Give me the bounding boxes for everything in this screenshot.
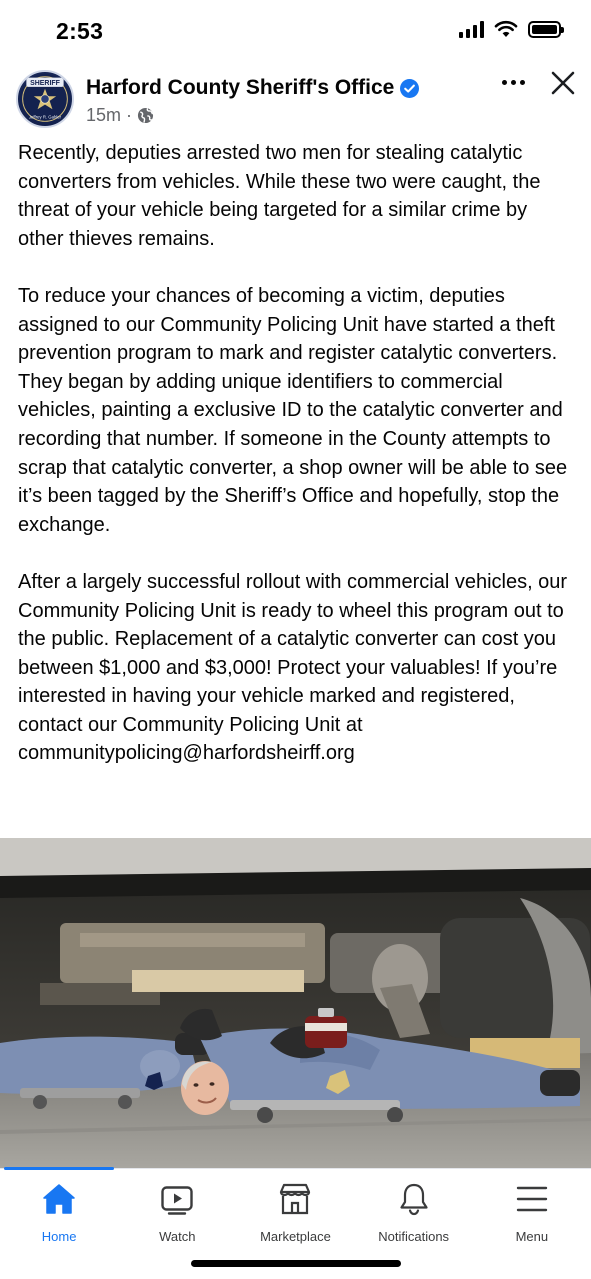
marketplace-icon xyxy=(277,1181,313,1217)
tab-label: Menu xyxy=(515,1229,549,1244)
post-paragraph: After a largely successful rollout with commercial vehicles, our Community Policing Unit is ready to wheel this program out to the public. Replacement of a catalytic converter can cost you between $1,000 and $3,000! Protect your valuables! If you’re interested in having your vehicle marked and registered, contact our Community Policing Unit at communitypolicing@harfordsheirff.org xyxy=(18,570,568,765)
deputies-under-vehicle-image xyxy=(0,838,591,1168)
battery-icon xyxy=(528,21,561,38)
menu-icon xyxy=(514,1181,550,1217)
post-paragraph: Recently, deputies arrested two men for stealing catalytic converters from vehicles. While these two were caught, the threat of your vehicle being targeted for a similar crime by other thieves remains. xyxy=(18,142,541,250)
watch-icon xyxy=(159,1181,195,1217)
tab-home[interactable] xyxy=(0,1181,118,1244)
post-paragraph: To reduce your chances of becoming a victim, deputies assigned to our Community Policing Unit have started a theft prevention program to mark and register catalytic converters. They began by adding unique identifiers to commercial vehicles, painting a exclusive ID to the catalytic converter and recording that number. If someone in the County attempts to scrap that catalytic converter, a shop owner will be able to see it’s been tagged by the Sheriff’s Office and hopefully, stop the exchange. xyxy=(18,284,568,536)
tab-menu[interactable] xyxy=(473,1181,591,1244)
tab-marketplace[interactable] xyxy=(236,1181,354,1244)
tab-label: Notifications xyxy=(378,1229,450,1244)
sheriff-badge-icon xyxy=(18,72,72,126)
avatar-ring-text: Jeffrey R. Gahler xyxy=(28,114,62,120)
avatar-badge-text: SHERIFF xyxy=(30,80,60,88)
page-name-row xyxy=(86,76,419,100)
cellular-signal-icon xyxy=(459,20,484,38)
globe-icon xyxy=(137,107,154,124)
home-indicator[interactable] xyxy=(191,1260,401,1267)
tab-label: Home xyxy=(41,1229,77,1244)
status-icons xyxy=(459,20,561,38)
tab-label: Marketplace xyxy=(260,1229,331,1244)
tab-watch[interactable] xyxy=(118,1181,236,1244)
more-dot-icon xyxy=(511,80,516,85)
bell-icon xyxy=(396,1181,432,1217)
post-timestamp[interactable]: 15m xyxy=(86,105,122,125)
close-icon[interactable] xyxy=(548,68,578,98)
more-dot-icon xyxy=(520,80,525,85)
page-name[interactable]: Harford County Sheriff's Office xyxy=(86,76,395,99)
tabs xyxy=(0,1181,591,1244)
more-dot-icon xyxy=(502,80,507,85)
post-meta xyxy=(86,105,154,126)
post-body xyxy=(18,139,578,768)
status-bar xyxy=(0,0,591,62)
active-tab-indicator xyxy=(4,1167,114,1170)
meta-separator: · xyxy=(126,105,133,125)
verified-badge-icon xyxy=(400,79,419,98)
post-header xyxy=(0,64,591,140)
tab-label: Watch xyxy=(159,1229,196,1244)
page-avatar[interactable] xyxy=(16,70,74,128)
tab-notifications[interactable] xyxy=(355,1181,473,1244)
home-icon xyxy=(41,1181,77,1217)
more-options-button[interactable] xyxy=(496,70,530,94)
post-photo[interactable] xyxy=(0,838,591,1168)
status-time: 2:53 xyxy=(56,18,104,44)
wifi-icon xyxy=(494,20,518,38)
